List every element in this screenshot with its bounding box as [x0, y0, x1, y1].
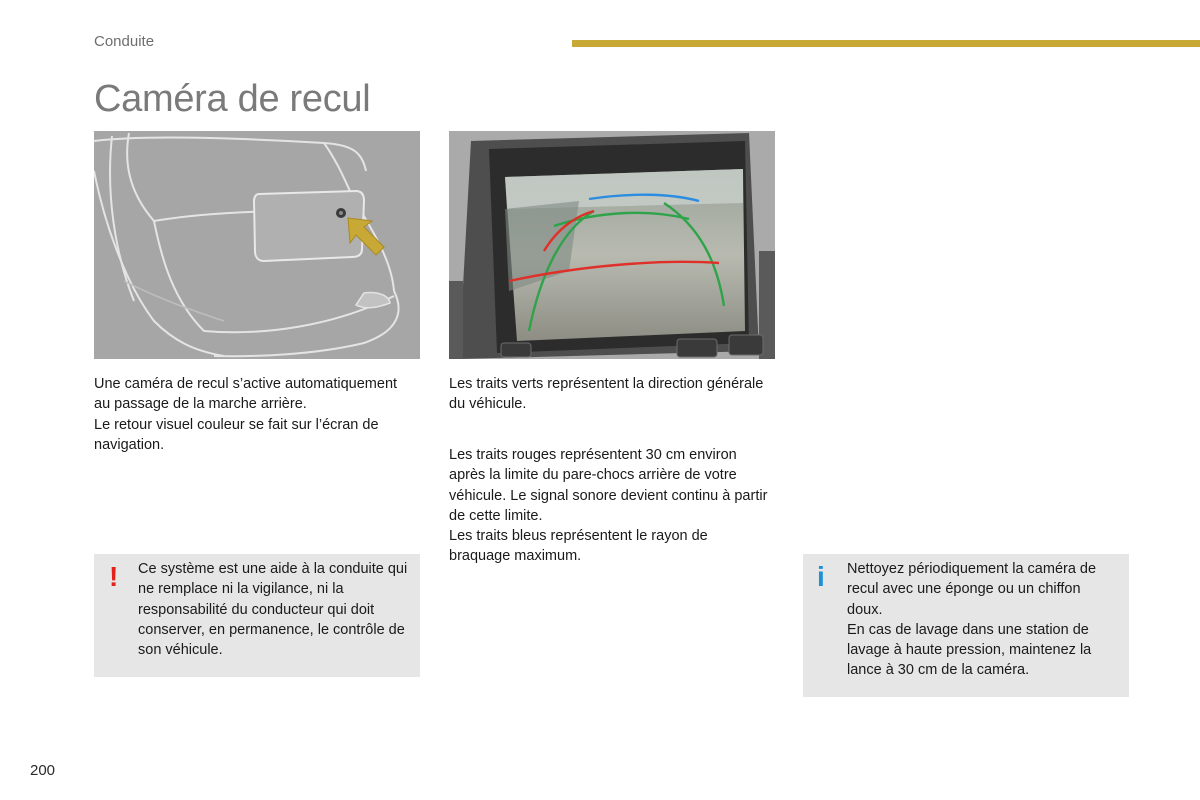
red-lines-paragraph: Les traits rouges représentent 30 cm environ après la limite du pare-chocs arrière de votre véhicule. Le signal sonore devient continu à partir de cette limite.: [449, 447, 768, 524]
red-blue-lines-text: [449, 445, 769, 567]
page-number: 200: [30, 762, 56, 779]
intro-paragraph-display: Le retour visuel couleur se fait sur l’écran de navigation.: [94, 416, 379, 453]
header-accent-bar: [572, 40, 1200, 47]
blue-lines-paragraph: Les traits bleus représentent le rayon de braquage maximum.: [449, 528, 708, 565]
green-lines-text: [449, 374, 769, 415]
warning-exclamation-icon: !: [109, 561, 119, 592]
warning-paragraph: Ce système est une aide à la conduite qui ne remplace ni la vigilance, ni la responsabilité du conducteur qui doit conserver, en permanence, le contrôle de son véhicule.: [138, 561, 408, 659]
green-lines-paragraph: Les traits verts représentent la direction générale du véhicule.: [449, 376, 764, 413]
warning-box: [94, 554, 420, 677]
info-paragraph-cleaning: Nettoyez périodiquement la caméra de recul avec une éponge ou un chiffon doux.: [847, 561, 1097, 618]
info-paragraph-pressure-wash: En cas de lavage dans une station de lavage à haute pression, maintenez la lance à 30 cm de la caméra.: [847, 621, 1092, 679]
info-box: [803, 554, 1129, 697]
info-icon: i: [817, 561, 825, 592]
rear-camera-location-figure: [94, 131, 420, 359]
section-label: Conduite: [94, 33, 155, 50]
navigation-screen-figure: [449, 131, 775, 359]
page-title: Caméra de recul: [94, 78, 371, 120]
intro-paragraph-activation: Une caméra de recul s’active automatiquement au passage de la marche arrière.: [94, 376, 398, 413]
info-text: [847, 559, 1119, 681]
warning-text: [138, 559, 410, 660]
intro-text: [94, 374, 414, 455]
